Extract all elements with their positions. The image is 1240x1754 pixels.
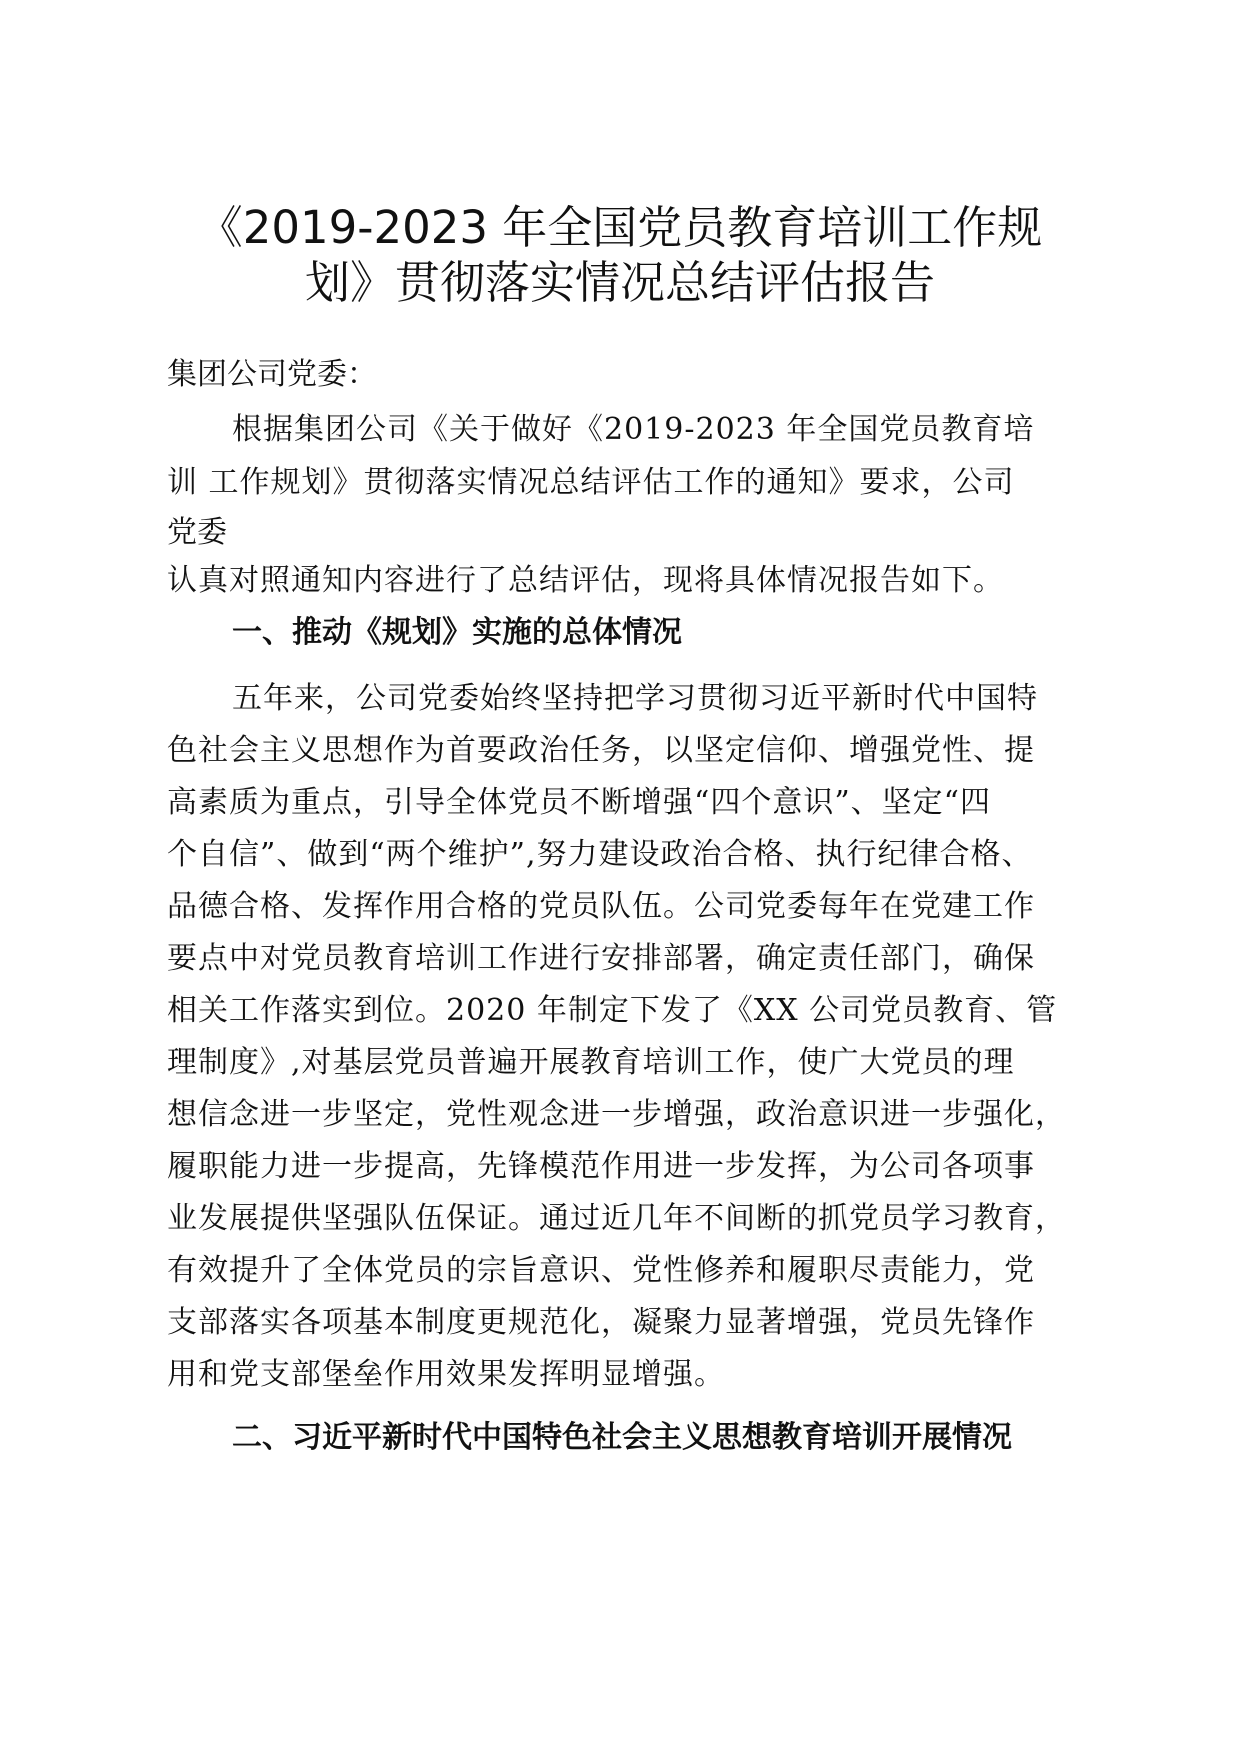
section-1-line: 有效提升了全体党员的宗旨意识、党性修养和履职尽责能力，党 — [167, 1253, 1035, 1288]
section-1-line: 理制度》,对基层党员普遍开展教育培训工作，使广大党员的理 — [167, 1045, 1015, 1080]
intro-line-3: 党委 — [167, 515, 227, 550]
intro-line-1: 根据集团公司《关于做好《2019-2023 年全国党员教育培 — [232, 412, 1035, 447]
section-1-line: 用和党支部堡垒作用效果发挥明显增强。 — [167, 1357, 725, 1392]
document-title-line-2: 划》贯彻落实情况总结评估报告 — [304, 256, 935, 309]
section-1-line: 品德合格、发挥作用合格的党员队伍。公司党委每年在党建工作 — [167, 889, 1035, 924]
intro-line-2: 训 工作规划》贯彻落实情况总结评估工作的通知》要求，公司 — [167, 465, 1015, 500]
salutation: 集团公司党委： — [167, 357, 377, 392]
intro-line-4: 认真对照通知内容进行了总结评估，现将具体情况报告如下。 — [167, 563, 1004, 598]
section-1-line: 五年来，公司党委始终坚持把学习贯彻习近平新时代中国特 — [232, 681, 1038, 716]
section-1-line: 色社会主义思想作为首要政治任务，以坚定信仰、增强党性、提 — [167, 733, 1035, 768]
section-1-line: 个自信”、做到“两个维护”,努力建设政治合格、执行纪律合格、 — [167, 837, 1033, 872]
section-1-line: 要点中对党员教育培训工作进行安排部署，确定责任部门，确保 — [167, 941, 1035, 976]
section-1-line: 业发展提供坚强队伍保证。通过近几年不间断的抓党员学习教育， — [167, 1201, 1066, 1236]
section-2-heading: 二、习近平新时代中国特色社会主义思想教育培训开展情况 — [232, 1420, 1012, 1455]
section-1-heading: 一、推动《规划》实施的总体情况 — [232, 615, 682, 650]
section-1-line: 高素质为重点，引导全体党员不断增强“四个意识”、坚定“四 — [167, 785, 992, 820]
section-1-line: 想信念进一步坚定，党性观念进一步增强，政治意识进一步强化， — [167, 1097, 1066, 1132]
section-1-line: 相关工作落实到位。2020 年制定下发了《XX 公司党员教育、管 — [167, 993, 1058, 1028]
section-1-line: 支部落实各项基本制度更规范化，凝聚力显著增强，党员先锋作 — [167, 1305, 1035, 1340]
document-title-line-1: 《2019-2023 年全国党员教育培训工作规 — [197, 201, 1043, 254]
section-1-line: 履职能力进一步提高，先锋模范作用进一步发挥，为公司各项事 — [167, 1149, 1035, 1184]
